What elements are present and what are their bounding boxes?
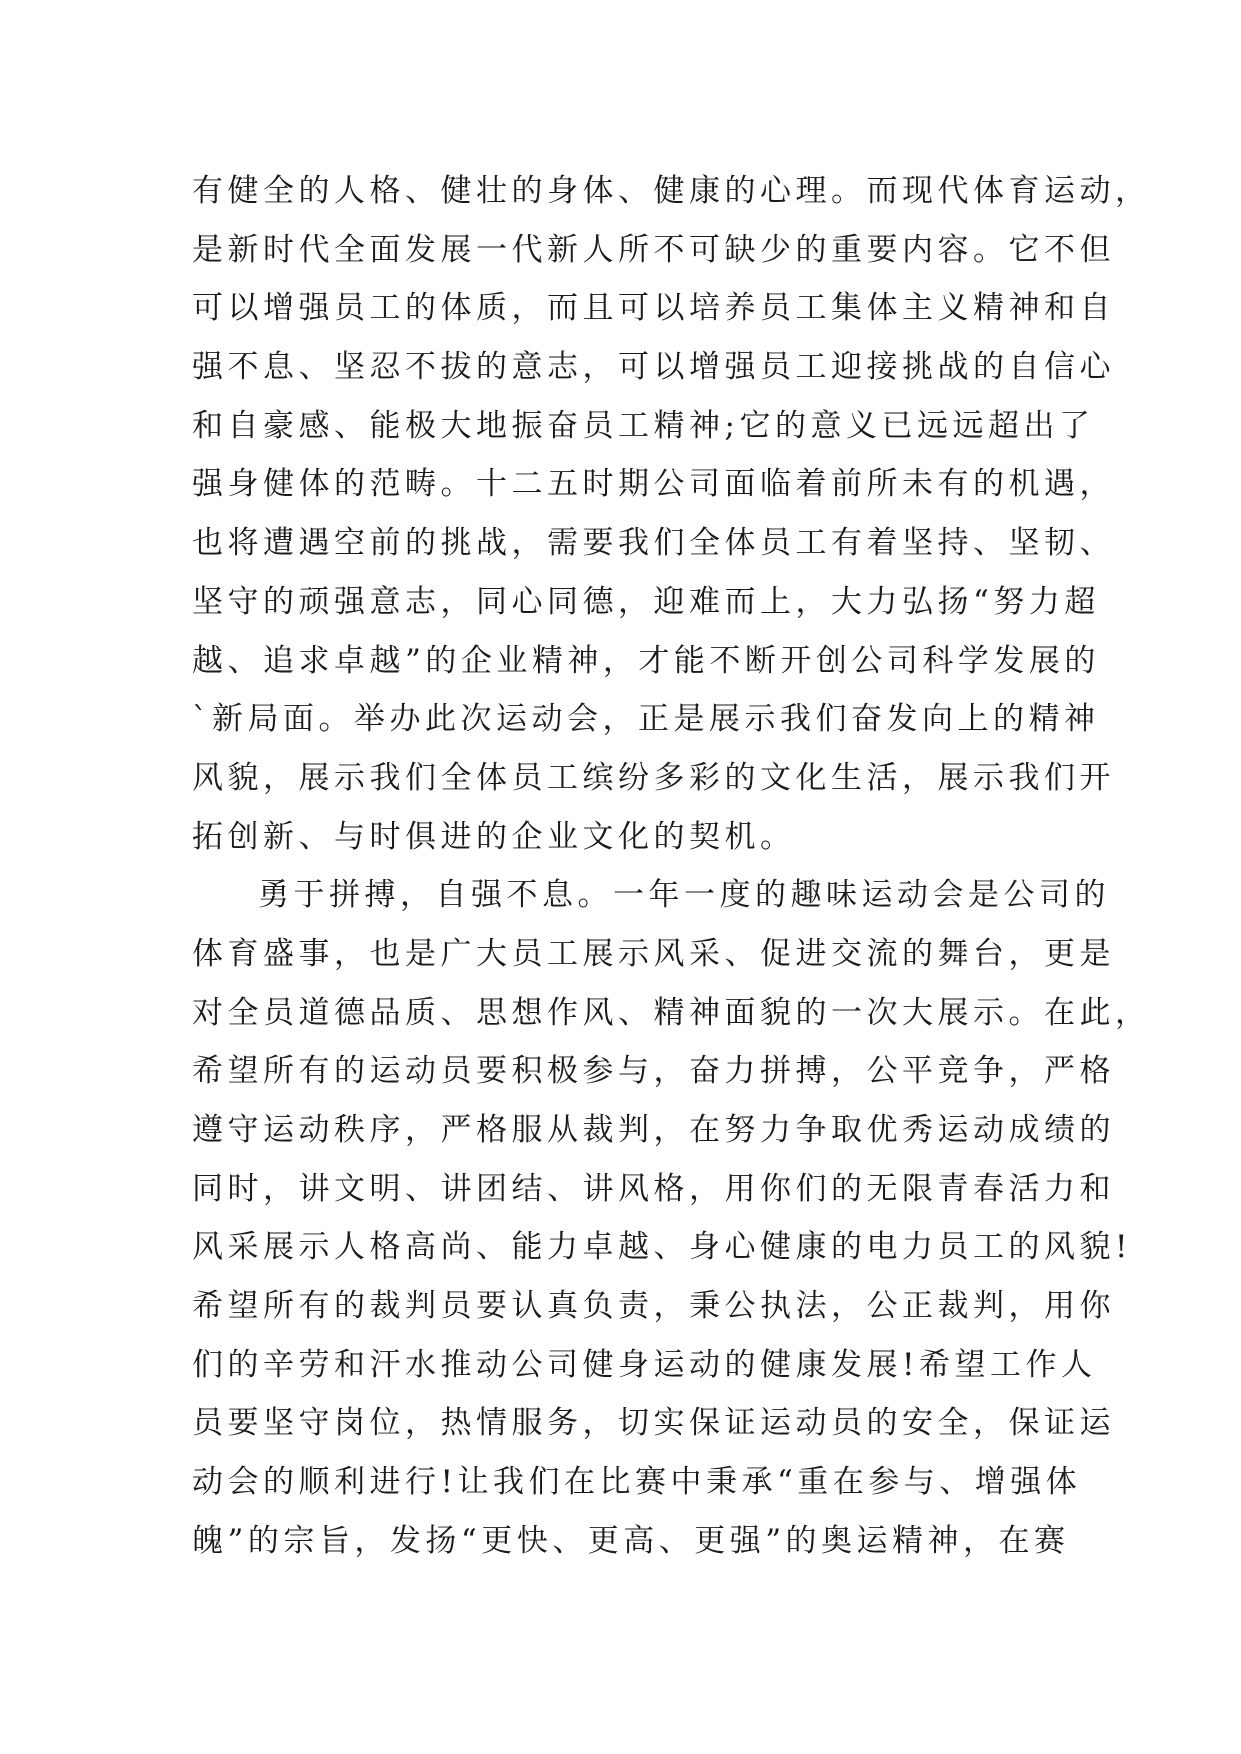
text-line: 也将遭遇空前的挑战，需要我们全体员工有着坚持、坚韧、 bbox=[192, 525, 1115, 562]
text-line: 强不息、坚忍不拔的意志，可以增强员工迎接挑战的自信心 bbox=[192, 349, 1115, 386]
body-text bbox=[192, 162, 1151, 1571]
text-line: 风貌，展示我们全体员工缤纷多彩的文化生活，展示我们开 bbox=[192, 759, 1115, 796]
text-line: 同时，讲文明、讲团结、讲风格，用你们的无限青春活力和 bbox=[192, 1170, 1115, 1207]
text-line: 是新时代全面发展一代新人所不可缺少的重要内容。它不但 bbox=[192, 231, 1115, 268]
text-line: 体育盛事，也是广大员工展示风采、促进交流的舞台，更是 bbox=[192, 935, 1115, 972]
text-line: 强身健体的范畴。十二五时期公司面临着前所未有的机遇， bbox=[192, 466, 1115, 503]
paragraph-start-line: 勇于拼搏，自强不息。一年一度的趣味运动会是公司的 bbox=[258, 877, 1110, 914]
text-line: 遵守运动秩序，严格服从裁判，在努力争取优秀运动成绩的 bbox=[192, 1112, 1115, 1148]
text-line: 希望所有的运动员要积极参与，奋力拼搏，公平竞争，严格 bbox=[192, 1053, 1115, 1090]
text-line: 可以增强员工的体质，而且可以培养员工集体主义精神和自 bbox=[192, 290, 1115, 327]
text-line: 越、追求卓越”的企业精神，才能不断开创公司科学发展的 bbox=[192, 642, 1100, 679]
text-line: 有健全的人格、健壮的身体、健康的心理。而现代体育运动， bbox=[192, 173, 1151, 209]
text-line: `新局面。举办此次运动会，正是展示我们奋发向上的精神 bbox=[192, 701, 1100, 738]
text-line: 风采展示人格高尚、能力卓越、身心健康的电力员工的风貌! bbox=[192, 1229, 1132, 1266]
text-line: 对全员道德品质、思想作风、精神面貌的一次大展示。在此， bbox=[192, 994, 1151, 1031]
text-line: 和自豪感、能极大地振奋员工精神;它的意义已远远超出了 bbox=[192, 407, 1095, 444]
text-line: 动会的顺利进行!让我们在比赛中秉承“重在参与、增强体 bbox=[192, 1464, 1082, 1501]
text-line: 希望所有的裁判员要认真负责，秉公执法，公正裁判，用你 bbox=[192, 1288, 1115, 1325]
text-line: 魄”的宗旨，发扬“更快、更高、更强”的奥运精神，在赛 bbox=[192, 1522, 1070, 1559]
text-line: 们的辛劳和汗水推动公司健身运动的健康发展!希望工作人 bbox=[192, 1346, 1097, 1383]
text-line: 拓创新、与时俱进的企业文化的契机。 bbox=[192, 818, 796, 855]
text-line: 员要坚守岗位，热情服务，切实保证运动员的安全，保证运 bbox=[192, 1405, 1115, 1442]
text-line: 坚守的顽强意志，同心同德，迎难而上，大力弘扬“努力超 bbox=[192, 583, 1100, 620]
